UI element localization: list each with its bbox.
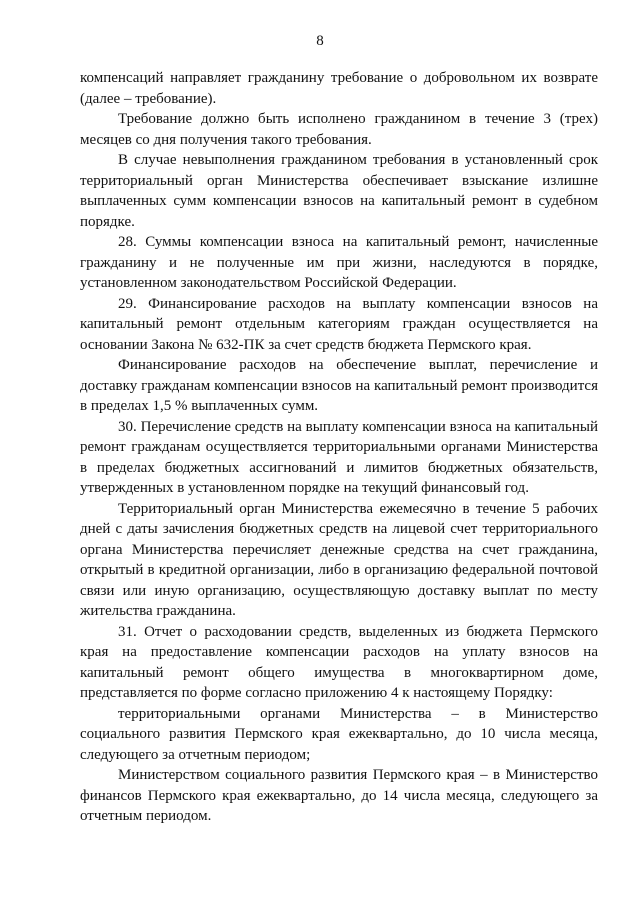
paragraph-financing-delivery: Финансирование расходов на обеспечение выплат, перечисление и доставку гражданам компенсации взносов на капитальный ремонт производится в пределах 1,5 % выплаченных сумм. — [80, 357, 598, 414]
paragraph-item-29: 29. Финансирование расходов на выплату компенсации взносов на капитальный ремонт отдельным категориям граждан осуществляется на основании Закона № 632-ПК за счет средств бюджета Пермского края. — [80, 295, 598, 353]
page-number: 8 — [316, 33, 324, 49]
paragraph-item-31: 31. Отчет о расходовании средств, выделенных из бюджета Пермского края на предоставление компенсации расходов на уплату взносов на капитальный ремонт общего имущества в многоквартирном доме, представляется по форме согласно приложению 4 к настоящему Порядку: — [80, 623, 598, 701]
paragraph-continuation: компенсаций направляет гражданину требование о добровольном их возврате (далее – требование). — [80, 70, 598, 107]
paragraph-monthly-transfer: Территориальный орган Министерства ежемесячно в течение 5 рабочих дней с даты зачисления бюджетных средств на лицевой счет территориального органа Министерства перечисляет денежные средства на счет гражданина, открытый в кредитной организации, либо в организацию федеральной почтовой связи или иную организацию, осуществляющую доставку выплат по месту жительства гражданина. — [80, 500, 598, 619]
paragraph-territorial-report: территориальными органами Министерства – в Министерство социального развития Пермского края ежеквартально, до 10 числа месяца, следующего за отчетным периодом; — [80, 705, 598, 763]
paragraph-recovery: В случае невыполнения гражданином требования в установленный срок территориальный орган Министерства обеспечивает взыскание излишне выплаченных сумм компенсации взносов на капитальный ремонт в судебном порядке. — [80, 152, 598, 230]
paragraph-item-28: 28. Суммы компенсации взноса на капитальный ремонт, начисленные гражданину и не полученные им при жизни, наследуются в порядке, установленном законодательством Российской Федерации. — [80, 234, 598, 291]
paragraph-ministry-report: Министерством социального развития Пермского края – в Министерство финансов Пермского края ежеквартально, до 14 числа месяца, следующего за отчетным периодом. — [80, 767, 598, 824]
paragraph-item-30: 30. Перечисление средств на выплату компенсации взноса на капитальный ремонт гражданам осуществляется территориальными органами Министерства в пределах бюджетных ассигнований и лимитов бюджетных обязательств, утвержденных в установленном порядке на текущий финансовый год. — [80, 418, 598, 496]
paragraph-requirement-term: Требование должно быть исполнено гражданином в течение 3 (трех) месяцев со дня получения такого требования. — [80, 111, 598, 148]
document-body — [80, 68, 598, 827]
